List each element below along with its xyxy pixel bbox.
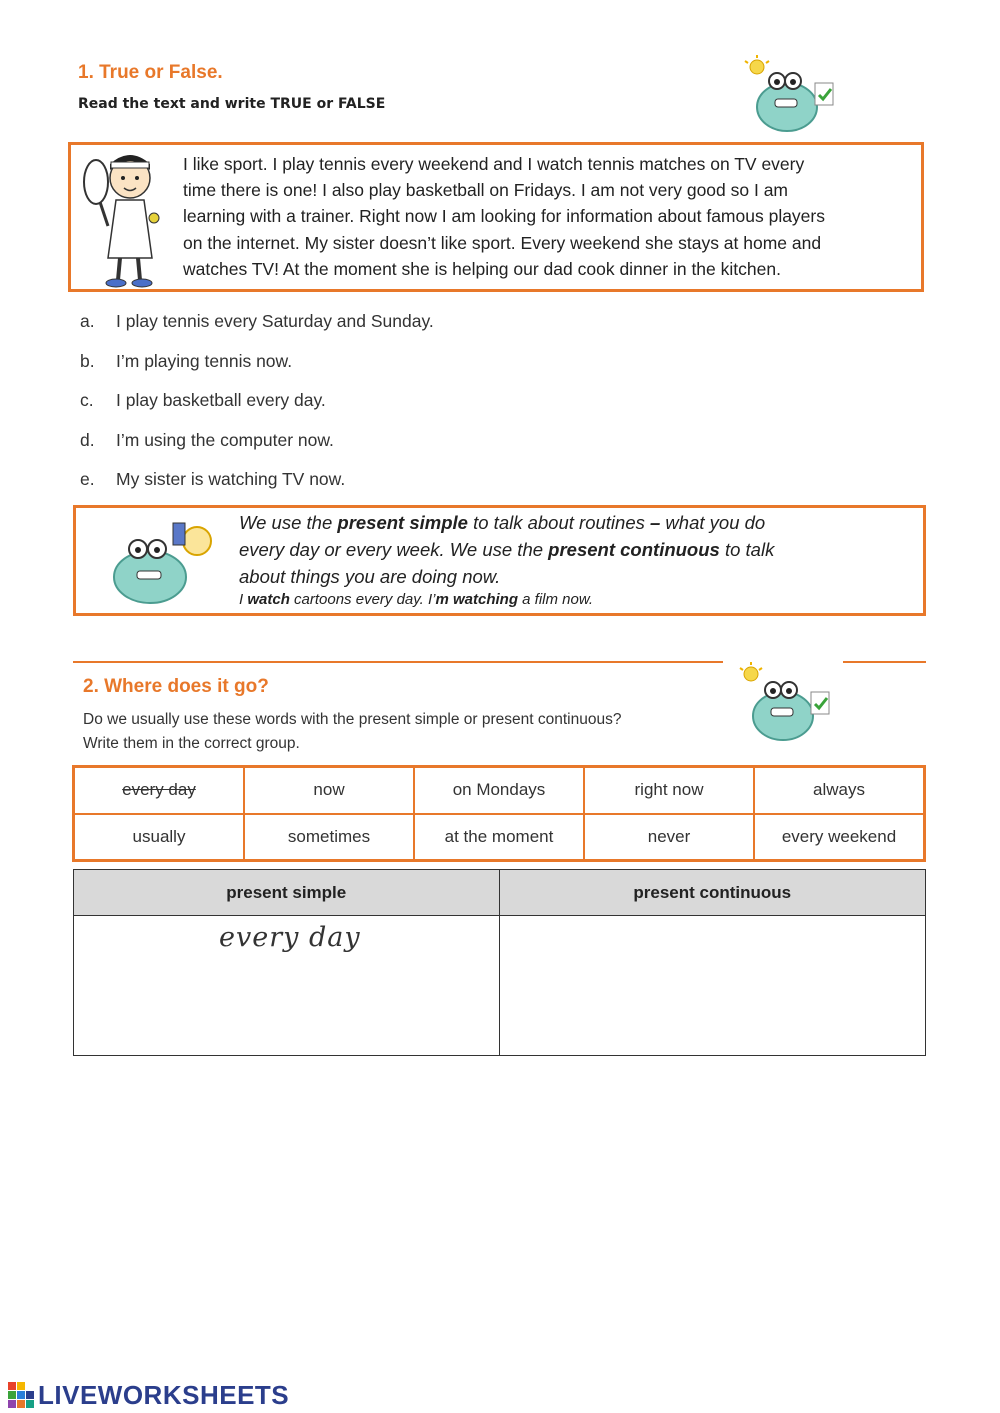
- tennis-girl-illustration: [78, 148, 170, 290]
- mascot-idea-icon: [735, 55, 840, 135]
- grammar-text: every day or every week. We use the: [239, 539, 549, 560]
- grammar-text: We use the: [239, 512, 338, 533]
- section1-title: 1. True or False.: [78, 62, 223, 83]
- present-continuous-dropzone[interactable]: [500, 916, 926, 1055]
- example-text: cartoons every day. I’: [289, 591, 436, 608]
- word-chip[interactable]: on Mondays: [414, 767, 584, 814]
- logo-blocks-icon: [8, 1382, 34, 1408]
- example-text: I: [239, 591, 248, 608]
- reading-passage: [183, 151, 918, 282]
- present-simple-dropzone[interactable]: [74, 916, 500, 1055]
- grammar-text: to talk: [719, 539, 775, 560]
- statement-e: [80, 469, 345, 490]
- handwritten-answer: every day: [219, 922, 361, 953]
- section1-instruction: Read the text and write TRUE or FALSE: [78, 96, 386, 112]
- grammar-dash: –: [650, 512, 661, 533]
- statement-letter: a.: [80, 311, 95, 331]
- mascot-idea-icon: [735, 660, 835, 745]
- statement-text: I’m playing tennis now.: [116, 351, 293, 371]
- statement-text: My sister is watching TV now.: [116, 469, 346, 489]
- section-divider: [843, 661, 926, 663]
- grammar-text: what you do: [660, 512, 766, 533]
- grammar-bold: present simple: [337, 512, 468, 533]
- statement-a: [80, 311, 434, 332]
- word-bank: [72, 765, 926, 862]
- grammar-text: to talk about routines: [467, 512, 650, 533]
- grammar-line-2: [239, 539, 774, 561]
- reading-line: on the internet. My sister doesn’t like sport. Every weekend she stays at home and: [183, 232, 822, 253]
- instruction-line: Do we usually use these words with the present simple or present continuous?: [83, 711, 622, 728]
- reading-line: time there is one! I also play basketball on Fridays. I am not very good so I am: [183, 180, 789, 201]
- example-bold: m watching: [435, 591, 518, 608]
- statement-text: I play tennis every Saturday and Sunday.: [116, 311, 434, 331]
- header-present-simple: present simple: [74, 870, 500, 916]
- word-chip[interactable]: at the moment: [414, 814, 584, 861]
- word-chip[interactable]: sometimes: [244, 814, 414, 861]
- word-chip[interactable]: every day: [74, 767, 244, 814]
- example-text: a film now.: [518, 591, 594, 608]
- statement-letter: d.: [80, 430, 95, 450]
- logo-text: LIVEWORKSHEETS: [38, 1379, 290, 1410]
- instruction-line: Write them in the correct group.: [83, 735, 300, 752]
- section2-title: 2. Where does it go?: [83, 676, 269, 697]
- word-chip[interactable]: always: [754, 767, 924, 814]
- statement-letter: e.: [80, 469, 95, 489]
- grammar-line-1: [239, 512, 765, 534]
- reading-line: learning with a trainer. Right now I am looking for information about famous players: [183, 206, 825, 227]
- section2-instruction: [83, 708, 621, 756]
- statement-letter: c.: [80, 390, 94, 410]
- word-chip[interactable]: usually: [74, 814, 244, 861]
- section-divider: [73, 661, 723, 663]
- answer-table: [73, 869, 926, 1056]
- grammar-line-3: about things you are doing now.: [239, 566, 501, 587]
- reading-line: watches TV! At the moment she is helping our dad cook dinner in the kitchen.: [183, 258, 781, 279]
- liveworksheets-logo: [8, 1380, 289, 1410]
- example-bold: watch: [247, 591, 290, 608]
- statement-b: [80, 351, 292, 372]
- statement-letter: b.: [80, 351, 95, 371]
- word-chip[interactable]: never: [584, 814, 754, 861]
- word-chip[interactable]: now: [244, 767, 414, 814]
- header-present-continuous: present continuous: [500, 870, 926, 916]
- grammar-example: [239, 591, 593, 608]
- word-chip[interactable]: every weekend: [754, 814, 924, 861]
- mascot-lightbulb-icon: [105, 515, 220, 605]
- reading-line: I like sport. I play tennis every weekend and I watch tennis matches on TV every: [183, 154, 805, 174]
- grammar-bold: present continuous: [548, 539, 720, 560]
- word-chip[interactable]: right now: [584, 767, 754, 814]
- statement-text: I play basketball every day.: [116, 390, 326, 410]
- statement-text: I’m using the computer now.: [116, 430, 334, 450]
- statement-c: [80, 390, 326, 411]
- statement-d: [80, 430, 334, 451]
